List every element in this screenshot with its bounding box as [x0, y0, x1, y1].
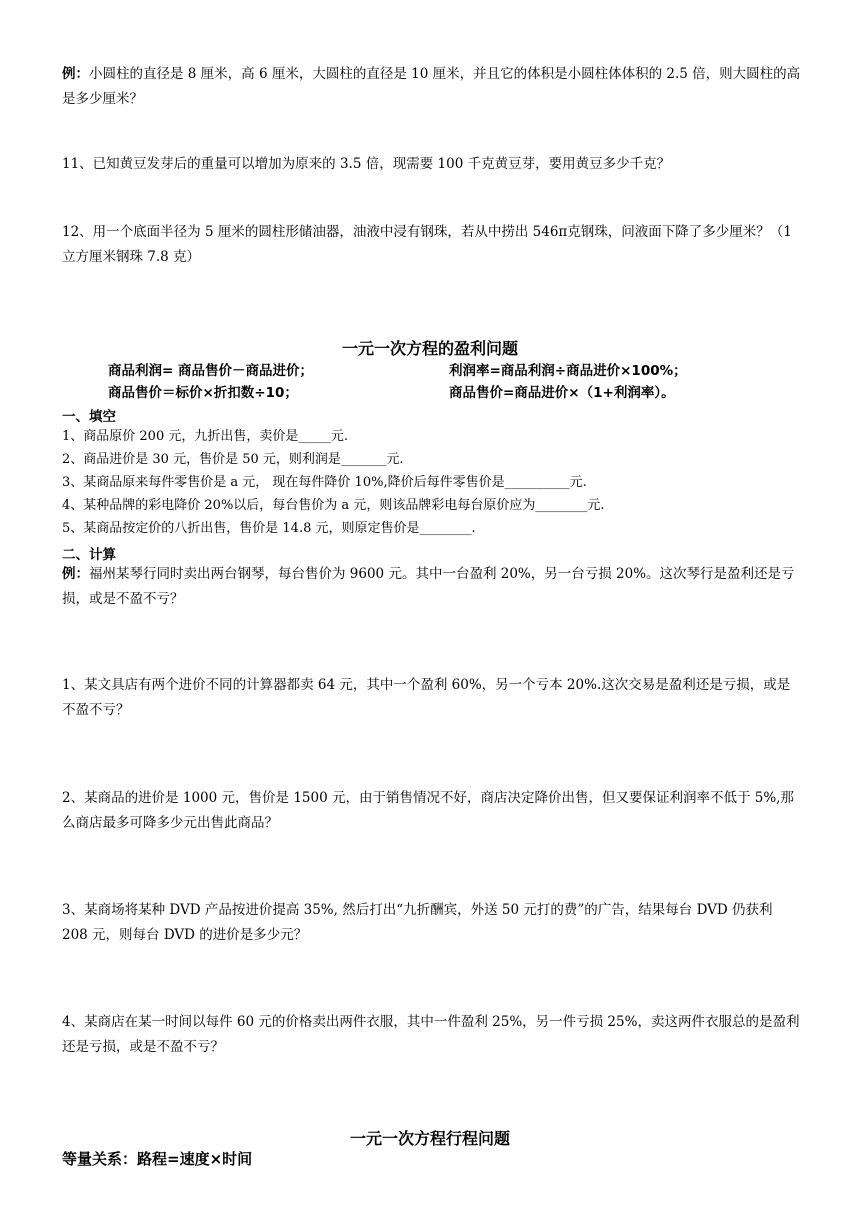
travel-section-title: 一元一次方程行程问题: [349, 1129, 510, 1148]
fill-item-1: 1、商品原价 200 元，九折出售，卖价是_____元.: [62, 429, 348, 444]
fill-item-4: 4、某种品牌的彩电降价 20%以后，每台售价为 a 元，则该品牌彩电每台原价应为________元.: [62, 498, 605, 513]
formula-sale-price-discount: 商品售价＝标价×折扣数÷10；: [108, 385, 298, 401]
formula-sale-price-rate: 商品售价=商品进价×（1+利润率）。: [449, 385, 675, 401]
calc-item-1: 1、某文具店有两个进价不同的计算器都卖 64 元，其中一个盈利 60%，另一个亏本 20%.这次交易是盈利还是亏损，或是不盈不亏？: [62, 677, 791, 718]
question-12: 12、用一个底面半径为 5 厘米的圆柱形储油器，油液中浸有钢珠，若从中捞出 546π克钢珠，问液面下降了多少厘米？（1 立方厘米钢珠 7.8 克）: [62, 224, 792, 265]
example-label: 例：: [62, 566, 89, 582]
example-text: 福州某琴行同时卖出两台钢琴，每台售价为 9600 元。其中一台盈利 20%，另一台亏损 20%。这次琴行是盈利还是亏损，或是不盈不亏？: [62, 566, 795, 607]
example-text: 小圆柱的直径是 8 厘米，高 6 厘米，大圆柱的直径是 10 厘米，并且它的体积是小圆柱体体积的 2.5 倍，则大圆柱的高是多少厘米？: [62, 66, 801, 107]
section-fill-blank: 一、填空: [62, 409, 116, 425]
travel-relation: 等量关系：路程=速度×时间: [62, 1150, 253, 1168]
example-cylinder: [62, 62, 802, 112]
fill-item-3: 3、某商品原来每件零售价是 a 元， 现在每件降价 10%,降价后每件零售价是__________元.: [62, 475, 587, 490]
fill-item-2: 2、商品进价是 30 元，售价是 50 元，则利润是_______元.: [62, 452, 404, 467]
calc-item-4: 4、某商店在某一时间以每件 60 元的价格卖出两件衣服，其中一件盈利 25%，另一件亏损 25%，卖这两件衣服总的是盈利还是亏损，或是不盈不亏？: [62, 1014, 800, 1055]
question-11: 11、已知黄豆发芽后的重量可以增加为原来的 3.5 倍，现需要 100 千克黄豆芽，要用黄豆多少千克？: [62, 156, 671, 172]
example-piano: [62, 562, 802, 612]
profit-section-title: 一元一次方程的盈利问题: [341, 339, 518, 358]
formula-profit-rate: 利润率=商品利润÷商品进价×100%；: [449, 363, 687, 379]
calc-item-3: 3、某商场将某种 DVD 产品按进价提高 35%, 然后打出“九折酬宾，外送 50 元打的费”的广告，结果每台 DVD 仍获利 208 元，则每台 DVD 的进价是多少元？: [62, 902, 773, 943]
example-label: 例：: [62, 66, 89, 82]
section-calculation: 二、计算: [62, 547, 116, 563]
formula-profit: 商品利润= 商品售价－商品进价；: [108, 363, 314, 379]
fill-item-5: 5、某商品按定价的八折出售，售价是 14.8 元，则原定售价是________.: [62, 521, 476, 536]
calc-item-2: 2、某商品的进价是 1000 元，售价是 1500 元，由于销售情况不好，商店决定降价出售，但又要保证利润率不低于 5%,那么商店最多可降多少元出售此商品？: [62, 790, 794, 831]
